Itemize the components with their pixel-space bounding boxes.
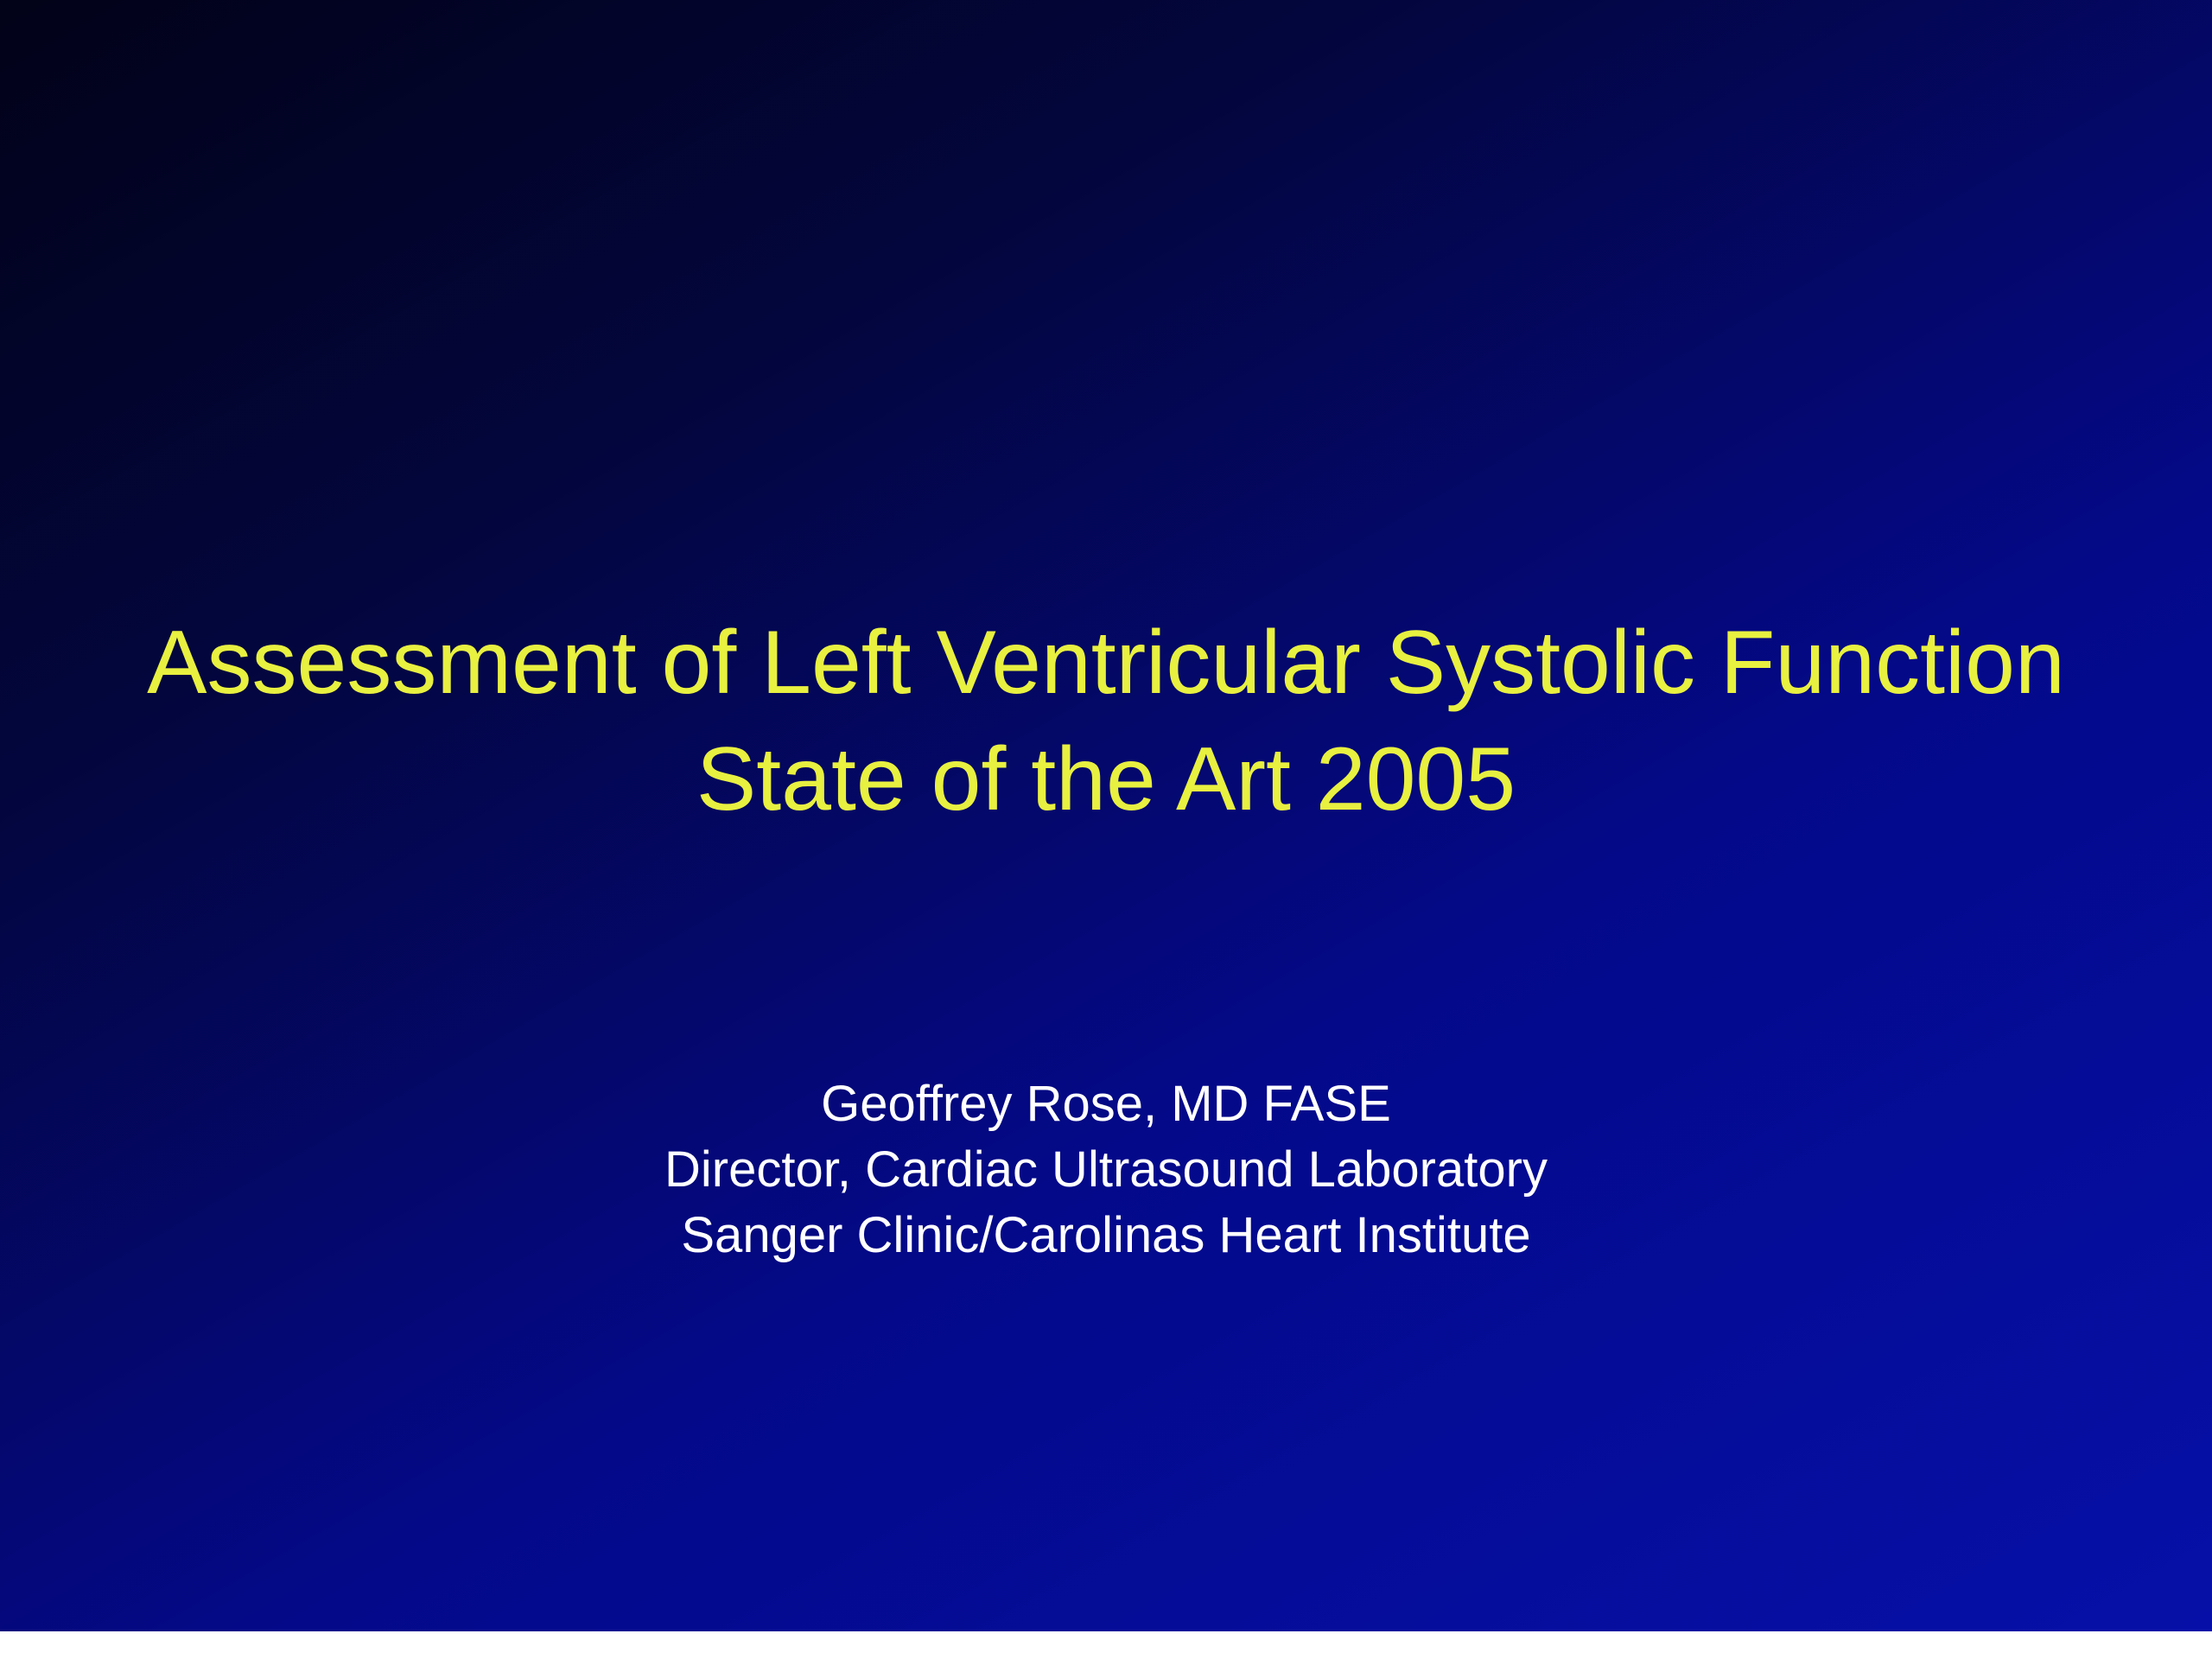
author-info [0,1071,2212,1268]
title-line-2: State of the Art 2005 [696,729,1516,830]
slide-title [0,605,2212,838]
author-role: Director, Cardiac Ultrasound Laboratory [664,1141,1548,1198]
title-line-1: Assessment of Left Ventricular Systolic Function [147,613,2065,713]
author-name: Geoffrey Rose, MD FASE [821,1076,1391,1132]
author-organization: Sanger Clinic/Carolinas Heart Institute [681,1207,1531,1263]
